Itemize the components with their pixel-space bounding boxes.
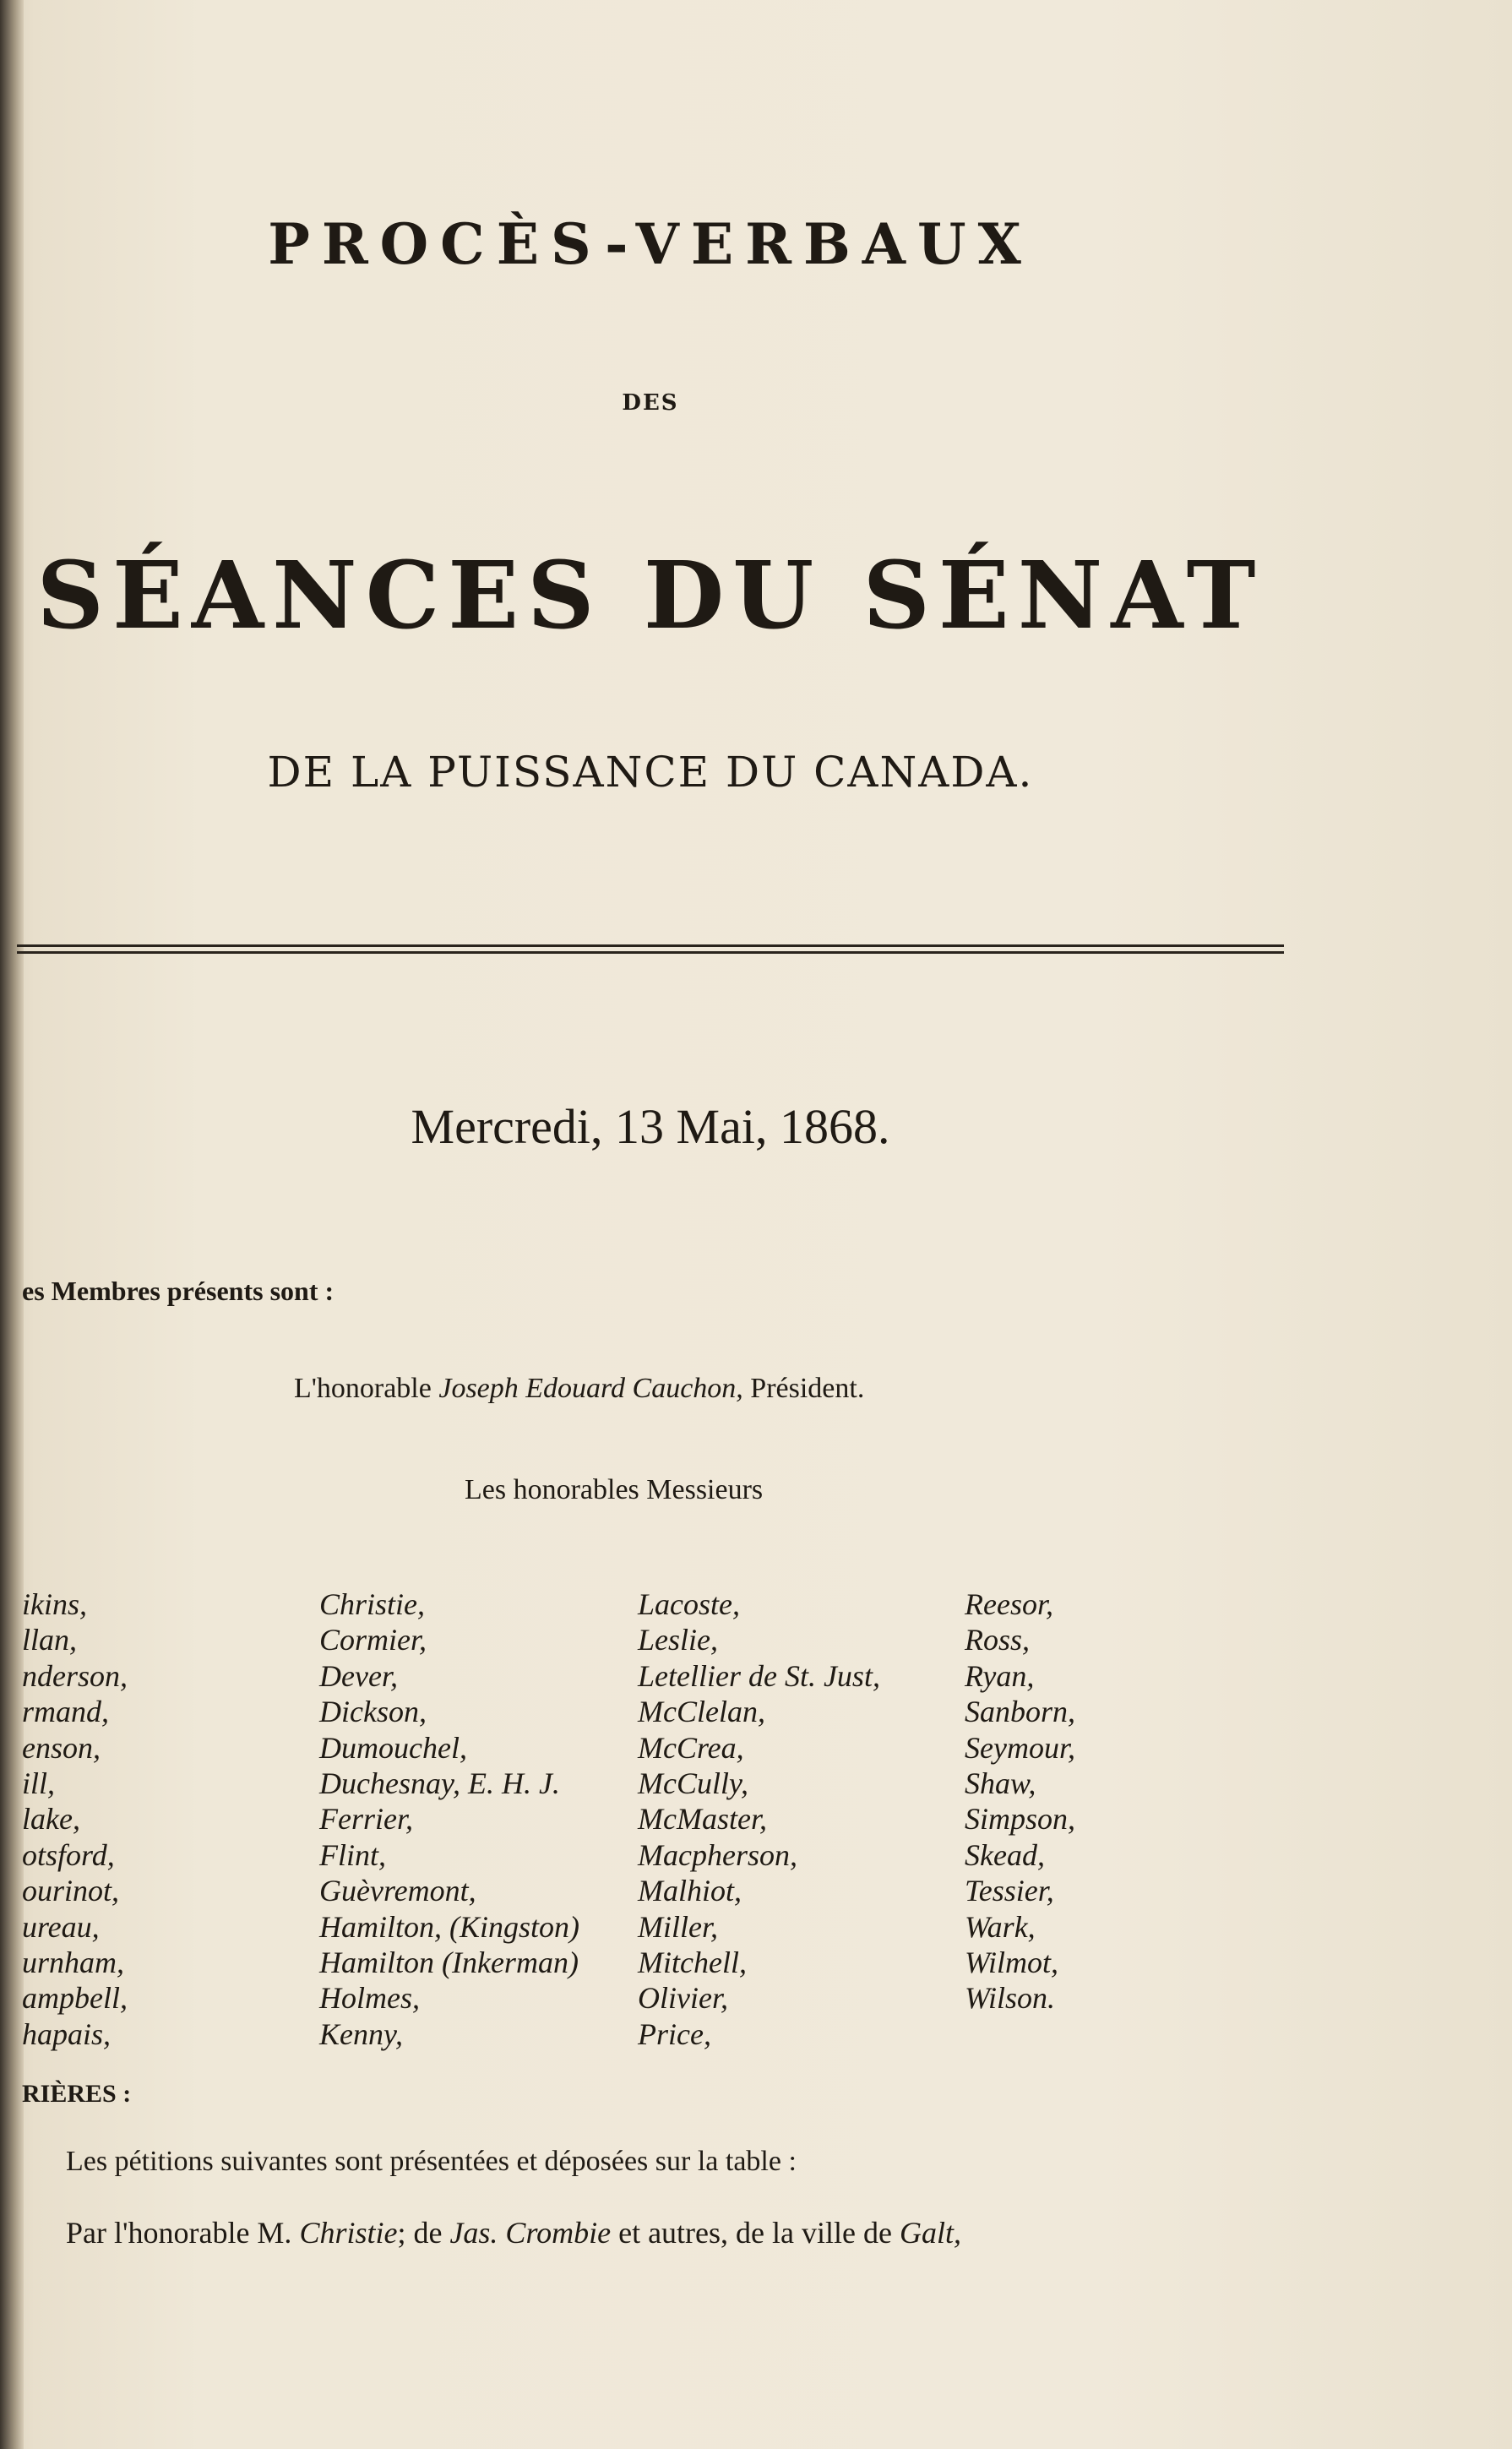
member-name: nderson, [22,1658,128,1693]
member-name: Flint, [319,1837,386,1872]
president-line [294,1373,864,1405]
member-name: Hamilton (Inkerman) [319,1946,579,1980]
member-name: Christie, [319,1587,426,1621]
member-name: Olivier, [638,1981,728,2016]
member-name: llan, [22,1623,78,1657]
president-title: Président. [750,1373,865,1404]
petitions-intro: Les pétitions suivantes sont présentées et déposées sur la table : [66,2146,797,2177]
title-puissance-du-canada: DE LA PUISSANCE DU CANADA. [267,748,1034,797]
member-name: ampbell, [22,1981,128,2016]
member-name: Dickson, [319,1695,427,1729]
member-name: Dumouchel, [319,1730,467,1765]
member-name: Macpherson, [638,1837,797,1872]
member-name: ourinot, [22,1874,120,1908]
member-name: ikins, [22,1587,87,1621]
petition-sponsor: Christie [299,2216,398,2250]
member-name: Tessier, [965,1874,1054,1908]
member-name: otsford, [22,1837,115,1872]
member-name: ureau, [22,1909,100,1944]
petitions-heading: RIÈRES : [22,2080,132,2108]
petition-mid-2: et autres, de la ville de [618,2216,892,2250]
member-name: Letellier de St. Just, [638,1658,880,1693]
member-name: Ross, [965,1623,1031,1657]
title-des: DES [622,390,679,416]
member-name: Miller, [638,1909,718,1944]
president-name: Joseph Edouard Cauchon, [438,1373,743,1404]
member-name: Sanborn, [965,1695,1076,1729]
member-name: Guèvremont, [319,1874,476,1908]
member-name: Wilmot, [965,1946,1059,1980]
double-rule-bottom [17,951,1284,954]
member-name: McCrea, [638,1730,744,1765]
member-name: Skead, [965,1837,1045,1872]
member-name: Dever, [319,1658,398,1693]
members-column-4 [965,1586,1075,2016]
member-name: Ferrier, [319,1802,413,1837]
member-name: Leslie, [638,1623,718,1657]
petition-person: Jas. Crombie [449,2216,612,2250]
double-rule-top [17,944,1284,947]
members-column-3 [638,1586,880,2052]
member-name: Shaw, [965,1766,1036,1801]
member-name: Holmes, [319,1981,420,2016]
member-name: Cormier, [319,1623,427,1657]
binding-gutter [0,0,24,2449]
member-name: Simpson, [965,1802,1076,1837]
member-name: McCully, [638,1766,748,1801]
member-name: lake, [22,1802,80,1837]
petition-place: Galt, [899,2216,961,2250]
member-name: hapais, [22,2016,111,2051]
member-name: Lacoste, [638,1587,740,1621]
honorables-heading: Les honorables Messieurs [465,1474,764,1505]
member-name: Malhiot, [638,1874,742,1908]
members-present-label: es Membres présents sont : [22,1276,334,1306]
petition-mid-1: ; de [397,2216,443,2250]
title-seances-du-senat: SÉANCES DU SÉNAT [36,541,1265,650]
member-name: ill, [22,1766,56,1801]
president-prefix: L'honorable [294,1373,432,1404]
member-name: Kenny, [319,2016,403,2051]
title-proces-verbaux: PROCÈS-VERBAUX [268,211,1033,277]
member-name: Wark, [965,1909,1036,1944]
member-name: Seymour, [965,1730,1075,1765]
member-name: Wilson. [965,1981,1056,2016]
member-name: Price, [638,2016,711,2051]
member-name: McClelan, [638,1695,765,1729]
member-name: Hamilton, (Kingston) [319,1909,580,1944]
member-name: Reesor, [965,1587,1053,1621]
members-column-2 [319,1586,579,2052]
member-name: Duchesnay, E. H. J. [319,1766,560,1801]
member-name: Ryan, [965,1658,1035,1693]
member-name: urnham, [22,1946,125,1980]
members-column-1 [22,1586,128,2052]
member-name: rmand, [22,1695,110,1729]
petition-entry [66,2215,961,2250]
session-date: Mercredi, 13 Mai, 1868. [411,1099,890,1154]
member-name: Mitchell, [638,1946,747,1980]
member-name: enson, [22,1730,101,1765]
petition-prefix: Par l'honorable M. [66,2216,292,2250]
member-name: McMaster, [638,1802,767,1837]
